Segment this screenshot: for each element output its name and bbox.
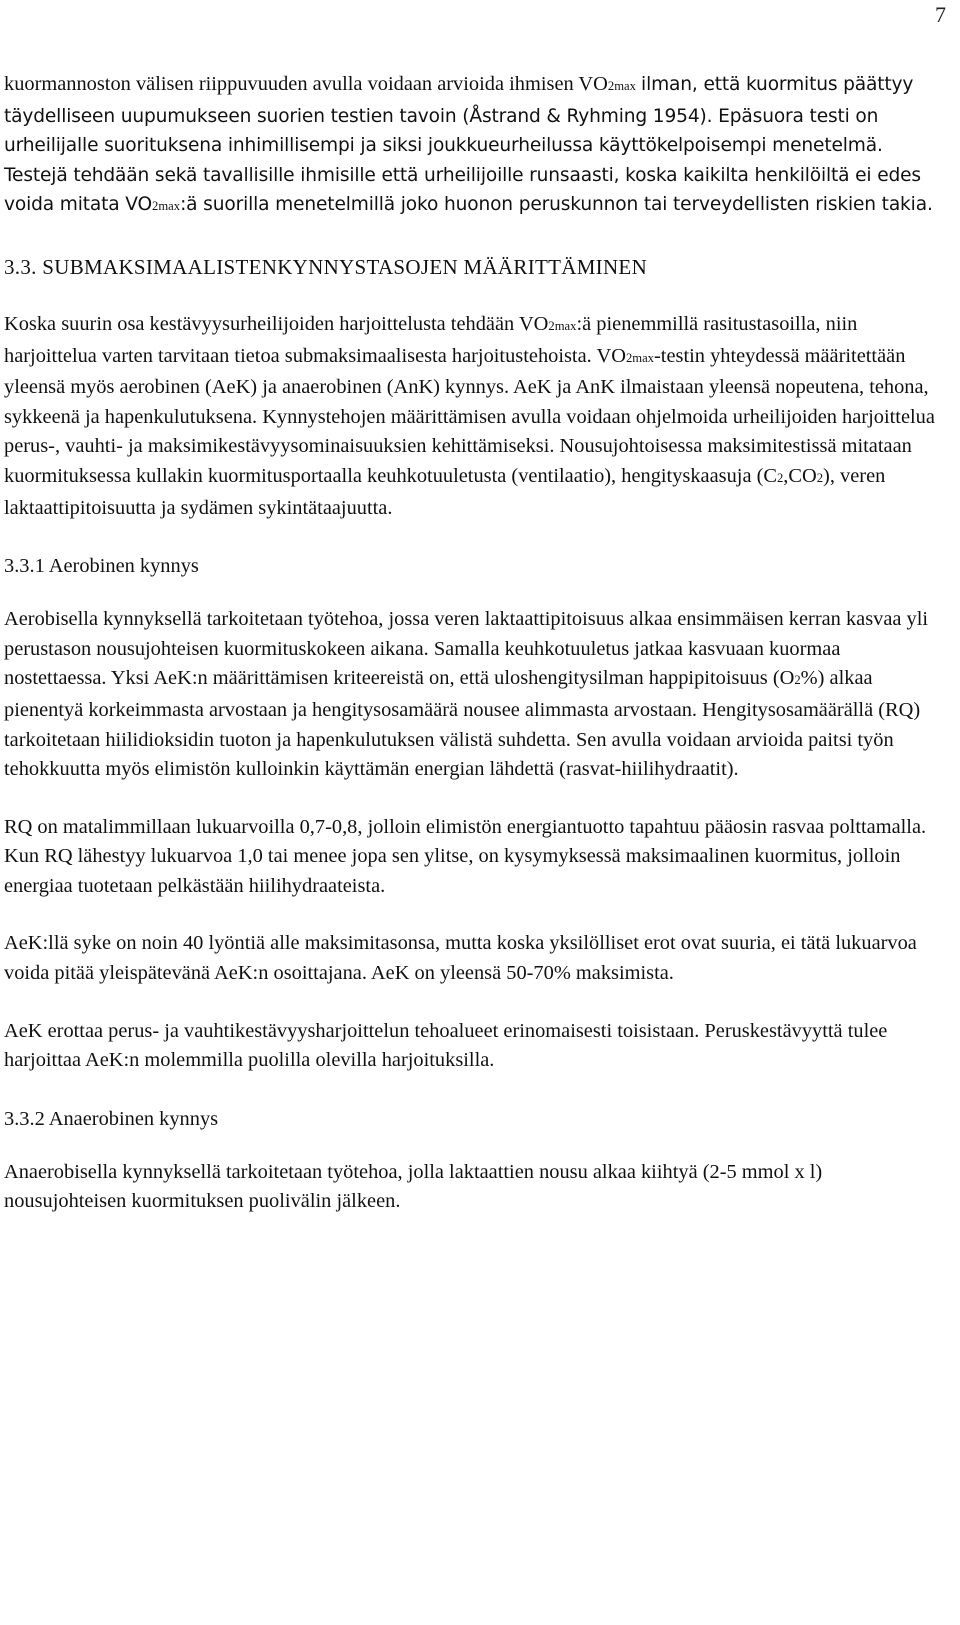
paragraph-submaximal: Koska suurin osa kestävyysurheilijoiden harjoittelusta tehdään VO2max:ä pienemmillä rasitustasoilla, niin harjoittelua varten tarvitaan tietoa submaksimaalisesta harjoitustehoista. VO2max-testin yhteydessä määritettään yleensä myös aerobinen (AeK) ja anaerobinen (AnK) kynnys. AeK ja AnK ilmaistaan yleensä nopeutena, tehona, sykkeenä ja hapenkulutuksena. Kynnystehojen määrittämisen avulla voidaan ohjelmoida urheilijoiden harjoittelua perus-, vauhti- ja maksimikestävyysominaisuuksien kehittämiseksi. Nousujohtoisessa maksimitestissä mitataan kuormituksessa kullakin kuormitusportaalla keuhkotuuletusta (ventilaatio), hengityskaasuja (C2,CO2), veren laktaattipitoisuutta ja sydämen sykintätaajuutta. bbox=[4, 312, 935, 519]
paragraph-indirect-test: kuormannoston välisen riippuvuuden avulla voidaan arvioida ihmisen VO2max ilman, että kuormitus päättyy täydelliseen uupumukseen suorien testien tavoin (Åstrand & Ryhming 1954). Epäsuora testi on urheilijalle suorituksena inhimillisempi ja siksi joukkueurheilussa käyttökelpoisempi menetelmä. Testejä tehdään sekä tavallisille ihmisille että urheilijoille runsaasti, koska kaikilta henkilöiltä ei edes voida mitata VO2max:ä suorilla menetelmillä joko huonon peruskunnon tai terveydellisten riskien takia. bbox=[4, 73, 933, 216]
section-heading-3-3-1: 3.3.1 Aerobinen kynnys bbox=[4, 555, 199, 578]
paragraph-aek-heart-rate: AeK:llä syke on noin 40 lyöntiä alle maksimitasonsa, mutta koska yksilölliset erot ovat suuria, ei tätä lukuarvoa voida pitää yleispätevänä AeK:n osoittajana. AeK on yleensä 50-70% maksimista. bbox=[4, 932, 917, 985]
paragraph-aerobic-threshold: Aerobisella kynnyksellä tarkoitetaan työtehoa, jossa veren laktaattipitoisuus alkaa ensimmäisen kerran kasvaa yli perustason nousujohteisen kuormituskokeen aikana. Samalla keuhkotuuletus jatkaa kasvuaan kuormaa nostettaessa. Yksi AeK:n määrittämisen kriteereistä on, että uloshengitysilman happipitoisuus (O2%) alkaa pienentyä korkeimmasta arvostaan ja hengitysosamäärä nousee alimmasta arvostaan. Hengitysosamäärällä (RQ) tarkoitetaan hiilidioksidin tuoton ja hapenkulutuksen välistä suhdetta. Sen avulla voidaan arvioida paitsi työn tehokkuutta myös elimistön kulloinkin käyttämän energian lähdettä (rasvat-hiilihydraatit). bbox=[4, 608, 929, 781]
paragraph-rq: RQ on matalimmillaan lukuarvoilla 0,7-0,8, jolloin elimistön energiantuotto tapahtuu pääosin rasvaa polttamalla. Kun RQ lähestyy lukuarvoa 1,0 tai menee jopa sen ylitse, on kysymyksessä maksimaalinen kuormitus, jolloin energiaa tuotetaan pelkästään hiilihydraateista. bbox=[4, 815, 927, 897]
document-body bbox=[4, 70, 944, 1217]
section-heading-3-3-2: 3.3.2 Anaerobinen kynnys bbox=[4, 1107, 219, 1130]
paragraph-aek-zones: AeK erottaa perus- ja vauhtikestävyysharjoittelun tehoalueet erinomaisesti toisistaan. Peruskestävyyttä tulee harjoittaa AeK:n molemmilla puolilla olevilla harjoituksilla. bbox=[4, 1019, 888, 1072]
paragraph-anaerobic-threshold: Anaerobisella kynnyksellä tarkoitetaan työtehoa, jolla laktaattien nousu alkaa kiihtyä (2-5 mmol x l) nousujohteisen kuormituksen puolivälin jälkeen. bbox=[4, 1160, 823, 1213]
page-number: 7 bbox=[935, 2, 946, 27]
section-heading-3-3: 3.3. SUBMAKSIMAALISTENKYNNYSTASOJEN MÄÄRITTÄMINEN bbox=[4, 254, 648, 279]
